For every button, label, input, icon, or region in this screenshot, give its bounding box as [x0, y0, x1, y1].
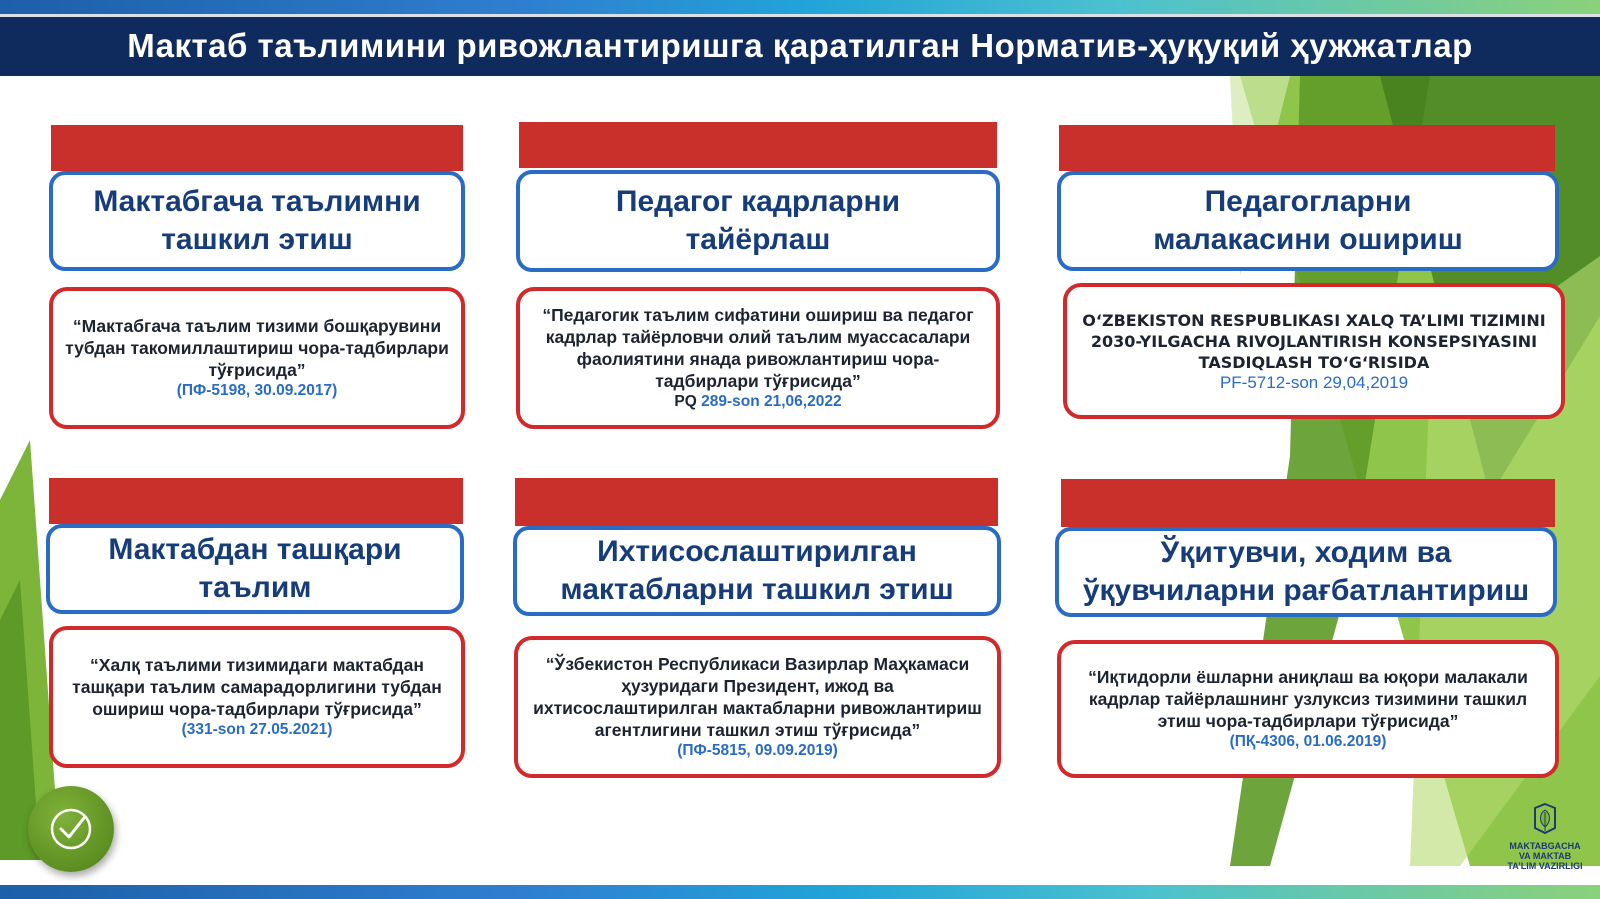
card-title-box	[513, 526, 1001, 616]
document-title: “Мактабгача таълим тизими бошқарувини тубдан такомиллаштириш чора-тадбирлари тўғрисида”	[65, 316, 449, 380]
card-title-box	[46, 524, 464, 614]
logo-text: MAKTABGACHA VA MAKTAB TA’LIM VAZIRLIGI	[1507, 841, 1583, 871]
document-reference: (ПФ-5815, 09.09.2019)	[677, 742, 838, 759]
card-title: Педагог кадрларни тайёрлаш	[615, 185, 901, 256]
document-box	[49, 626, 465, 768]
document-box	[514, 636, 1001, 778]
card-title: Мактабдан ташқари таълим	[108, 533, 402, 604]
reference-prefix: PQ	[674, 393, 702, 410]
reference-number: 289-son 21,06,2022	[701, 393, 842, 410]
bottom-stripe	[0, 885, 1600, 899]
document-reference	[674, 392, 841, 412]
card-title-box	[49, 171, 465, 271]
card-header-bar	[51, 125, 463, 171]
card-title-box	[1057, 171, 1559, 271]
checkmark-icon	[46, 804, 96, 854]
top-stripe	[0, 0, 1600, 14]
document-reference: PF-5712-son 29,04,2019	[1219, 372, 1409, 392]
check-badge[interactable]	[28, 786, 114, 872]
document-title: “Иқтидорли ёшларни аниқлаш ва юқори малакали кадрлар тайёрлашнинг узлуксиз тизимини ташкил этиш чора-тадбирлари тўғрисида”	[1088, 667, 1528, 731]
book-leaf-icon	[1528, 800, 1562, 836]
card-header-bar	[1061, 479, 1555, 527]
ministry-logo	[1500, 800, 1590, 880]
document-reference: (331-son 27.05.2021)	[181, 721, 333, 738]
document-title: O‘ZBEKISTON RESPUBLIKASI XALQ TA’LIMI TIZIMINI 2030-YILGACHA RIVOJLANTIRISH KONSEPSIYASINI TASDIQLASH TO‘G‘RISIDA	[1082, 310, 1546, 372]
card-title: Ихтисослаштирилган мактабларни ташкил этиш	[560, 535, 954, 606]
card-header-bar	[49, 478, 463, 524]
card-title: Ўқитувчи, ходим ва ўқувчиларни рағбатлантириш	[1082, 536, 1530, 607]
card-title: Педагогларни малакасини ошириш	[1153, 185, 1463, 256]
document-box	[49, 287, 465, 429]
document-box	[1063, 283, 1565, 419]
page-title: Мактаб таълимини ривожлантиришга қаратилган Норматив-ҳуқуқий ҳужжатлар	[127, 27, 1473, 64]
document-title: “Халқ таълими тизимидаги мактабдан ташқари таълим самарадорлигини тубдан ошириш чора-тадбирлари тўғрисида”	[72, 655, 442, 719]
card-header-bar	[1059, 125, 1555, 171]
document-box	[1057, 640, 1559, 778]
document-box	[516, 287, 1000, 429]
document-title: “Педагогик таълим сифатини ошириш ва педагог кадрлар тайёрловчи олий таълим муассасалари фаолиятини янада ривожлантириш чора-тадбирлари тўғрисида”	[542, 305, 974, 391]
card-title-box	[1055, 527, 1557, 617]
document-reference: (ПФ-5198, 30.09.2017)	[176, 382, 338, 399]
card-header-bar	[515, 478, 998, 526]
card-header-bar	[519, 122, 997, 168]
document-title: “Ўзбекистон Республикаси Вазирлар Маҳкамаси ҳузуридаги Президент, ижод ва ихтисослаштирилган мактабларни ривожлантириш агентлигини ташкил этиш тўғрисида”	[533, 654, 982, 740]
card-title: Мактабгача таълимни ташкил этиш	[93, 185, 421, 256]
document-reference: (ПҚ-4306, 01.06.2019)	[1229, 733, 1387, 750]
card-title-box	[516, 170, 1000, 272]
